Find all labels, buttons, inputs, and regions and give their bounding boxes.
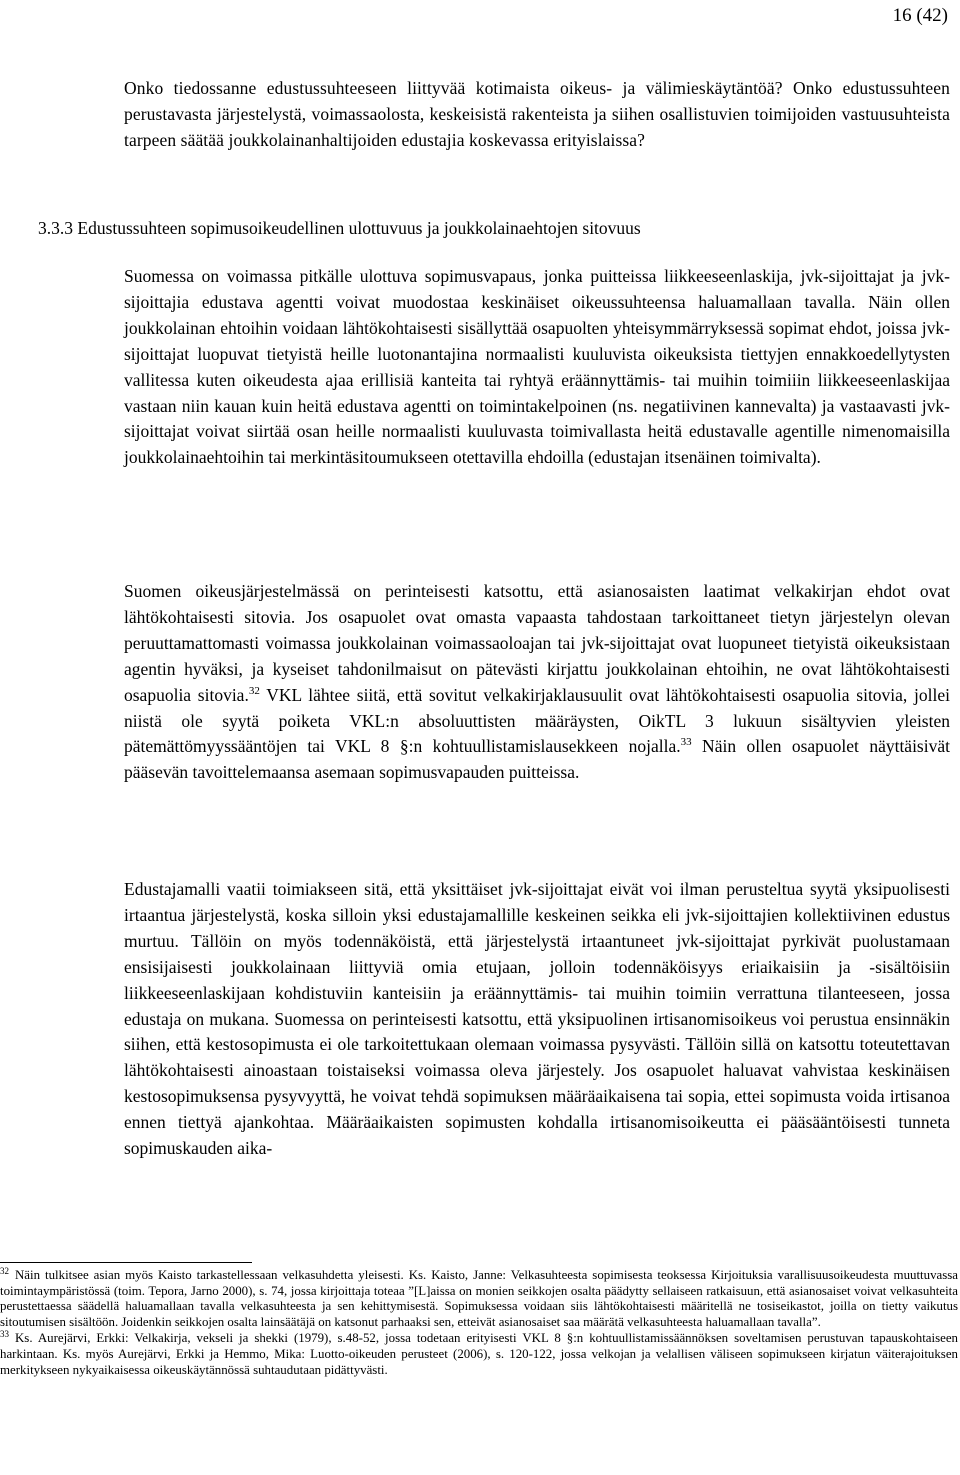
footnotes-section [0, 1268, 958, 1379]
footnote-number: 32 [0, 1266, 9, 1276]
footnote-reference[interactable]: 33 [680, 736, 692, 749]
footnote-number: 33 [0, 1329, 9, 1340]
body-paragraph: Edustajamalli vaatii toimiakseen sitä, että yksittäiset jvk-sijoittajat eivät voi ilman perusteltua syytä yksipuolisesti irtaantua järjestelystä, koska silloin yksi edustajamallille keskeinen seikka eli jvk-sijoittajien kollektiivinen edustus murtuu. Tällöin on myös todennäköistä, että järjestelystä irtaantuneet jvk-sijoittajat pyrkivät puolustamaan ensisijaisesti joukkolainaan liittyviä omia etujaan, jolloin todennäköisyys eriaikaisiin ja -sisältöisiin liikkeeseenlaskijaan kohdistuviin kanteisiin ja eräännyttämis- tai muihin toimiin verrattuna tilanteeseen, jossa edustaja on mukana. Suomessa on perinteisesti katsottu, että yksipuolinen irtisanomisoikeus voi perustua ensinnäkin siihen, että kestosopimusta ei ole tarkoitettukaan olemaan voimassa pysyvästi. Tällöin sillä on katsottu toteutettavan lähtökohtaisesti ainoastaan toistaiseksi voimassa oleva järjestely. Jos osapuolet haluavat vahvistaa keskinäisen kestosopimuksensa pysyvyyttä, he voivat tehdä sopimuksen määräaikaisena tai sopia, ettei sopimusta voida irtisanoa ennen tiettyä ajankohtaa. Määräaikaisten sopimusten kohdalla irtisanomisoikeutta ei pääsääntöisesti tunneta sopimuskauden aika- [124, 879, 950, 1159]
paragraph-text: VKL lähtee siitä, että sovitut velkakirjaklausuulit ovat lähtökohtaisesti osapuolia sitovia, jollei niistä ole syytä poiketa VKL:n absoluuttisten määräysten, OikTL 3 lukuun sisältyvien yleisten pätemättömyyssääntöjen tai VKL 8 §:n kohtuullistamislausekkeen nojalla. [124, 684, 950, 757]
intro-question: Onko tiedossanne edustussuhteeseen liittyvää kotimaista oikeus- ja välimieskäytäntöä? Onko edustussuhteen perustavasta järjestelystä, voimassaolosta, keskeisistä rakenteista ja siihen osallistuvien toimijoiden vastuusuhteista tarpeen säätää joukkolainanhaltijoiden edustajia koskevassa erityislaissa? [124, 78, 950, 150]
footnote-text: Ks. Aurejärvi, Erkki: Velkakirja, vekseli ja shekki (1979), s.48-52, jossa todetaan erityisesti VKL 8 §:n kohtuullistamissäännöksen soveltamisen perustuvan tapauskohtaiseen harkintaan. Ks. myös Aurejärvi, Erkki ja Hemmo, Mika: Luotto-oikeuden perusteet (2006), s. 120-122, jossa velkojan ja velallisen väliseen sopimukseen kirjatun väiterajoituksen merkitykseen nykyaikaisessa oikeuskäytännössä suhtaudutaan pidättyvästi. [0, 1331, 958, 1377]
footnote-text: Näin tulkitsee asian myös Kaisto tarkastellessaan velkasuhdetta yleisesti. Ks. Kaisto, Janne: Velkasuhteesta sopimisesta teoksessa Kirjoituksia varallisuusoikeudesta muuttuvassa toimintaympäristössä (toim. Tepora, Jarno 2000), s. 74, jossa kirjoittaja toteaa ”[L]aissa on monien seikkojen osalta päädytty sellaiseen ratkaisuun, että asianosaiset voivat velkasuhteita perustettaessa säädellä haluamallaan tavalla velkasuhteesta ja sen kehittymisestä. Sopimuksessa voidaan siis lähtökohtaisesti määritellä ne tosiseikastot, joilla on tietty vaikutus sitoutumisen sisältöön. Joidenkin seikkojen osalta lainsäätäjä on katsonut parhaaksi sen, etteivät asianosaiset saa määrätä velkasuhteesta haluamallaan tavalla”. [0, 1268, 958, 1329]
footnote [0, 1268, 958, 1330]
paragraph-text: Näin ollen osapuolet näyttäisivät pääsevän tavoittelemaansa asemaan sopimusvapauden puitteissa. [124, 736, 950, 783]
footnote-divider [0, 1262, 252, 1263]
section-heading: 3.3.3 Edustussuhteen sopimusoikeudellinen ulottuvuus ja joukkolainaehtojen sitovuus [38, 218, 641, 238]
footnote-reference[interactable]: 32 [248, 684, 260, 697]
paragraph-text: Suomen oikeusjärjestelmässä on perinteisesti katsottu, että asianosaisten laatimat velkakirjan ehdot ovat lähtökohtaisesti sitovia. Jos osapuolet ovat omasta vapaasta tahdostaan tarkoittaneet tietyn järjestelyn olevan peruuttamattomasti voimassa joukkolainan voimassaoloajan tai jvk-sijoittajat ovat luopuneet tietyistä oikeuksistaan agentin hyväksi, ja kyseiset tahdonilmaisut on pätevästi kirjattu joukkolainan ehtoihin, ne ovat lähtökohtaisesti osapuolia sitovia. [124, 581, 950, 705]
footnote [0, 1331, 958, 1378]
page-number: 16 (42) [892, 5, 948, 26]
body-paragraph [124, 579, 950, 786]
body-paragraph: Suomessa on voimassa pitkälle ulottuva sopimusvapaus, jonka puitteissa liikkeeseenlaskija, jvk-sijoittajat ja jvk-sijoittajia edustava agentti voivat muodostaa keskinäiset oikeussuhteensa haluamallaan tavalla. Näin ollen joukkolainan ehtoihin voidaan lähtökohtaisesti sisällyttää osapuolten yhteisymmärryksessä sopimat ehdot, joissa jvk-sijoittajat luopuvat tietyistä heille luotonantajina normaalisti kuuluvista oikeuksista tiettyjen ennakkoedellytysten vallitessa kuten oikeudesta ajaa erillisiä kanteita tai ryhtyä eräännyttämis- tai muihin toimiiin liikkeeseenlaskijaa vastaan niin kauan kuin heitä edustava agentti on toimintakelpoinen (ns. negatiivinen kannevalta) ja vastaavasti jvk-sijoittajat voivat siirtää osan heille normaalisti kuuluvasta toimivallasta heitä edustavalle agentille nimenomaisilla joukkolainaehtoihin tai merkintäsitoumukseen otettavilla ehdoilla (edustajan itsenäinen toimivalta). [124, 266, 950, 468]
